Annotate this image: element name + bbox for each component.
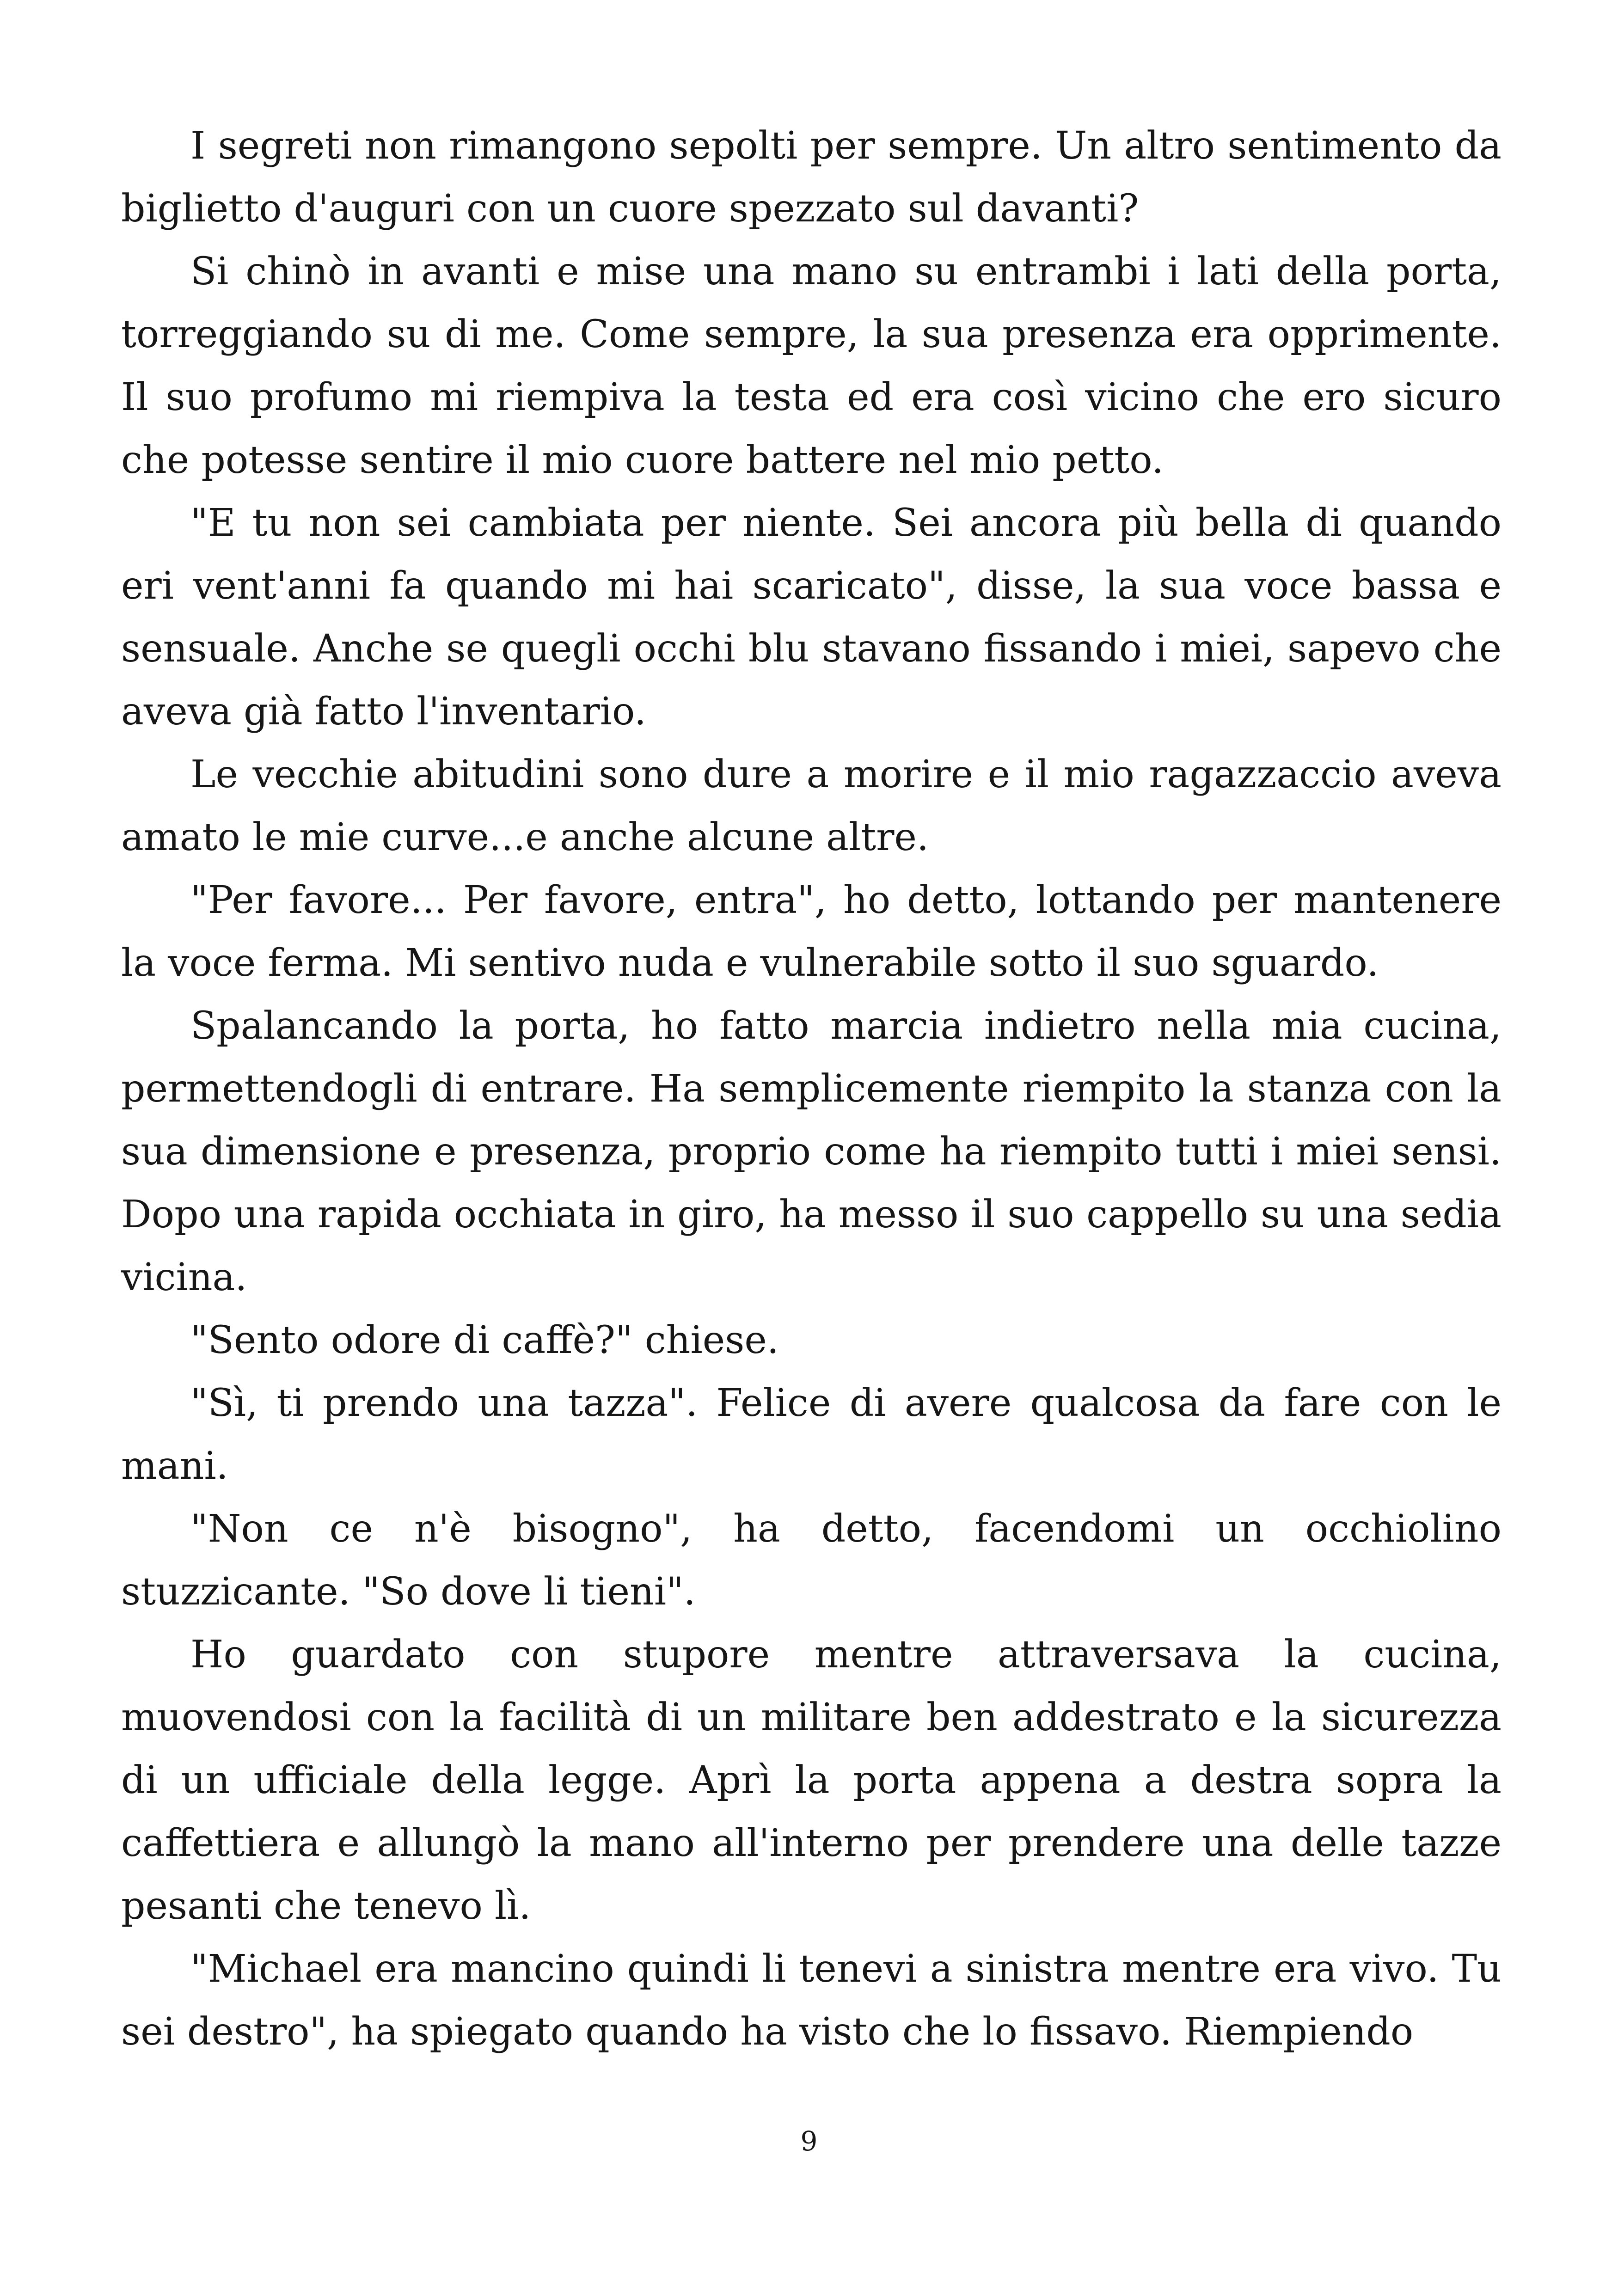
paragraph-4: Le vecchie abitudini sono dure a morire e il mio ragazzaccio aveva amato le mie curve...e anche alcune altre. [121, 753, 1502, 859]
paragraph-6: Spalancando la porta, ho fatto marcia indietro nella mia cucina, permettendogli di entrare. Ha semplicemente riempito la stanza con la sua dimensione e presenza, proprio come ha riempito tutti i miei sensi. Dopo una rapida occhiata in giro, ha messo il suo cappello su una sedia vicina. [121, 1004, 1502, 1299]
paragraph-1: I segreti non rimangono sepolti per sempre. Un altro sentimento da biglietto d'auguri con un cuore spezzato sul davanti? [121, 124, 1502, 231]
body-text [121, 115, 1502, 2063]
paragraph-10: Ho guardato con stupore mentre attraversava la cucina, muovendosi con la facilità di un militare ben addestrato e la sicurezza di un ufficiale della legge. Aprì la porta appena a destra sopra la caffettiera e allungò la mano all'interno per prendere una delle tazze pesanti che tenevo lì. [121, 1633, 1502, 1928]
paragraph-8: "Sì, ti prendo una tazza". Felice di avere qualcosa da fare con le mani. [121, 1381, 1502, 1488]
paragraph-3: "E tu non sei cambiata per niente. Sei ancora più bella di quando eri vent'anni fa quando mi hai scaricato", disse, la sua voce bassa e sensuale. Anche se quegli occhi blu stavano fissando i miei, sapevo che aveva già fatto l'inventario. [121, 501, 1502, 734]
page-number: 9 [800, 2125, 818, 2157]
paragraph-5: "Per favore... Per favore, entra", ho detto, lottando per mantenere la voce ferma. Mi sentivo nuda e vulnerabile sotto il suo sguardo. [121, 878, 1502, 985]
paragraph-9: "Non ce n'è bisogno", ha detto, facendomi un occhiolino stuzzicante. "So dove li tieni". [121, 1507, 1502, 1614]
paragraph-11: "Michael era mancino quindi li tenevi a sinistra mentre era vivo. Tu sei destro", ha spiegato quando ha visto che lo fissavo. Riempiendo [121, 1947, 1502, 2054]
paragraph-2: Si chinò in avanti e mise una mano su entrambi i lati della porta, torreggiando su di me. Come sempre, la sua presenza era opprimente. Il suo profumo mi riempiva la testa ed era così vicino che ero sicuro che potesse sentire il mio cuore battere nel mio petto. [121, 250, 1502, 482]
paragraph-7: "Sento odore di caffè?" chiese. [190, 1318, 779, 1362]
